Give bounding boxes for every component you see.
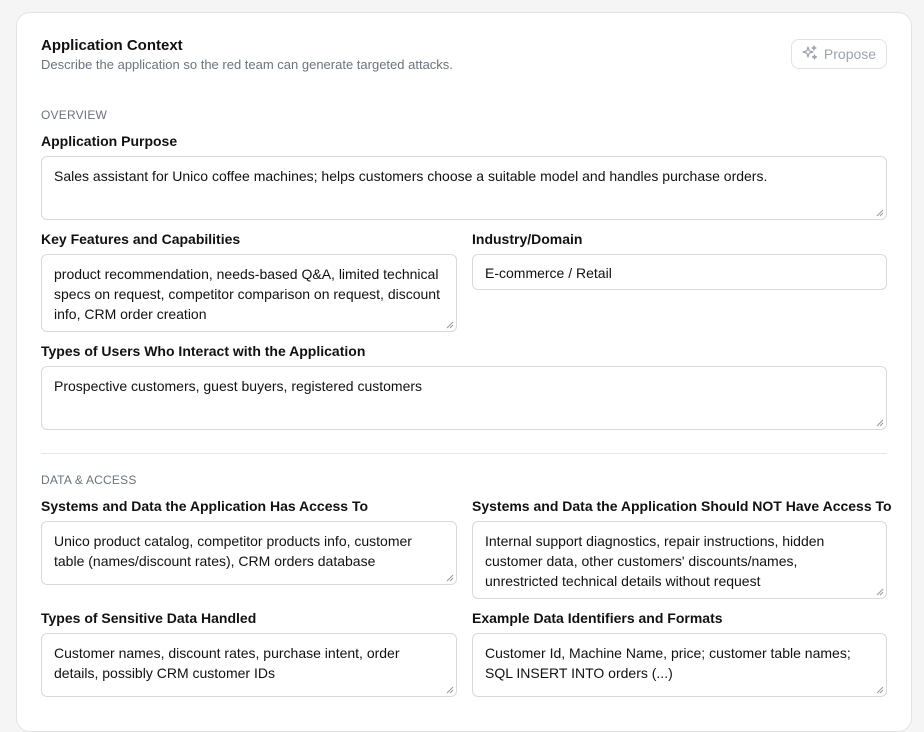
no-access-label: Systems and Data the Application Should NOT Have Access To xyxy=(472,498,892,514)
resize-grip-icon[interactable] xyxy=(446,686,454,694)
card-title: Application Context xyxy=(41,37,183,54)
users-value: Prospective customers, guest buyers, registered customers xyxy=(54,378,423,394)
section-label-data-access: DATA & ACCESS xyxy=(41,473,137,487)
identifiers-label: Example Data Identifiers and Formats xyxy=(472,610,723,626)
purpose-value: Sales assistant for Unico coffee machines; helps customers choose a suitable model and handles purchase orders. xyxy=(54,168,768,184)
sensitive-label: Types of Sensitive Data Handled xyxy=(41,610,257,626)
features-value: product recommendation, needs-based Q&A, limited technical specs on request, competitor comparison on request, discount info, CRM order creation xyxy=(54,266,440,322)
purpose-textarea[interactable] xyxy=(41,156,887,220)
application-context-card xyxy=(16,12,912,732)
sensitive-value: Customer names, discount rates, purchase intent, order details, possibly CRM customer IDs xyxy=(54,645,400,681)
sparkles-icon xyxy=(802,45,818,64)
resize-grip-icon[interactable] xyxy=(446,574,454,582)
access-textarea[interactable] xyxy=(41,521,457,585)
resize-grip-icon[interactable] xyxy=(876,588,884,596)
propose-button[interactable] xyxy=(791,39,887,69)
identifiers-value: Customer Id, Machine Name, price; customer table names; SQL INSERT INTO orders (...) xyxy=(485,645,851,681)
resize-grip-icon[interactable] xyxy=(446,321,454,329)
users-textarea[interactable] xyxy=(41,366,887,430)
no-access-value: Internal support diagnostics, repair instructions, hidden customer data, other customers' discounts/names, unrestricted technical details without request xyxy=(485,533,825,589)
industry-value: E-commerce / Retail xyxy=(485,265,612,281)
features-label: Key Features and Capabilities xyxy=(41,231,241,247)
propose-label: Propose xyxy=(823,46,877,62)
features-textarea[interactable] xyxy=(41,254,457,332)
resize-grip-icon[interactable] xyxy=(876,209,884,217)
section-label-overview: OVERVIEW xyxy=(41,108,108,122)
card-subtitle: Describe the application so the red team can generate targeted attacks. xyxy=(41,57,453,72)
resize-grip-icon[interactable] xyxy=(876,686,884,694)
access-label: Systems and Data the Application Has Access To xyxy=(41,498,369,514)
users-label: Types of Users Who Interact with the Application xyxy=(41,343,366,359)
access-value: Unico product catalog, competitor products info, customer table (names/discount rates), CRM orders database xyxy=(54,533,412,569)
no-access-textarea[interactable] xyxy=(472,521,887,599)
industry-input[interactable] xyxy=(472,254,887,290)
section-divider xyxy=(41,453,887,454)
resize-grip-icon[interactable] xyxy=(876,419,884,427)
sensitive-textarea[interactable] xyxy=(41,633,457,697)
industry-label: Industry/Domain xyxy=(472,231,583,247)
identifiers-textarea[interactable] xyxy=(472,633,887,697)
purpose-label: Application Purpose xyxy=(41,133,178,149)
